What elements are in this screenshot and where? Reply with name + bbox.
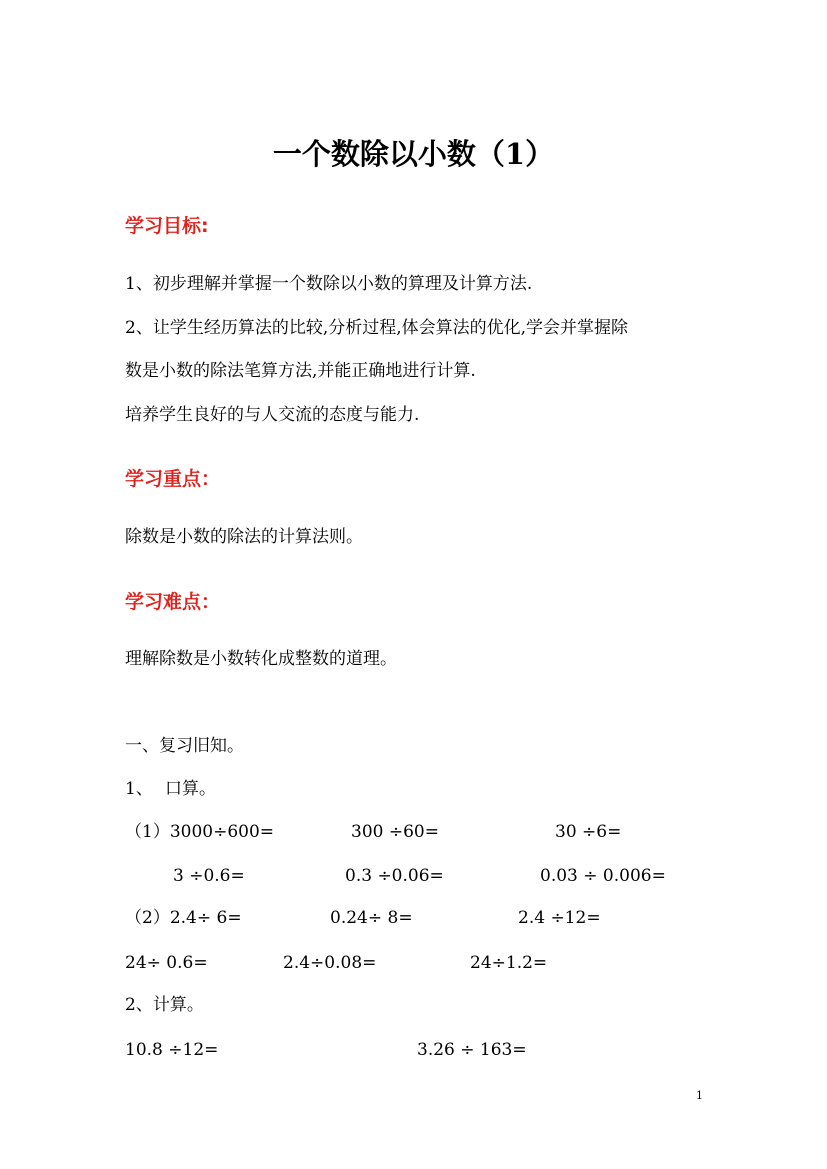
objective-line-1: 1、初步理解并掌握一个数除以小数的算理及计算方法. <box>125 274 533 294</box>
mental-calc-number: 1、 <box>125 779 153 799</box>
mental-problem-1-1: （1）3000÷600= <box>125 822 275 842</box>
objective-line-3: 数是小数的除法笔算方法,并能正确地进行计算. <box>125 361 476 381</box>
calc-problem-1: 10.8 ÷12= <box>125 1040 219 1060</box>
mental-problem-2-3: 0.03 ÷ 0.006= <box>540 866 666 886</box>
mental-calc-label: 口算。 <box>165 779 216 799</box>
objective-line-4: 培养学生良好的与人交流的态度与能力. <box>125 405 420 425</box>
key-point-text: 除数是小数的除法的计算法则。 <box>125 527 363 547</box>
mental-problem-4-1: 24÷ 0.6= <box>125 953 208 973</box>
calc-problem-2: 3.26 ÷ 163= <box>417 1040 527 1060</box>
calc-label: 2、计算。 <box>125 995 204 1015</box>
mental-problem-1-2: 300 ÷60= <box>351 822 439 842</box>
page-title: 一个数除以小数（1） <box>272 137 555 171</box>
mental-problem-2-1: 3 ÷0.6= <box>173 866 245 886</box>
objective-line-2: 2、让学生经历算法的比较,分析过程,体会算法的优化,学会并掌握除 <box>125 318 629 338</box>
difficulty-heading: 学习难点： <box>125 591 221 613</box>
mental-problem-2-2: 0.3 ÷0.06= <box>345 866 444 886</box>
mental-problem-3-2: 0.24÷ 8= <box>330 908 413 928</box>
mental-problem-4-2: 2.4÷0.08= <box>283 953 377 973</box>
mental-problem-3-1: （2）2.4÷ 6= <box>125 908 242 928</box>
mental-problem-4-3: 24÷1.2= <box>470 953 548 973</box>
difficulty-text: 理解除数是小数转化成整数的道理。 <box>125 649 397 669</box>
mental-problem-3-3: 2.4 ÷12= <box>518 908 601 928</box>
review-heading: 一、复习旧知。 <box>125 736 244 756</box>
page-number: 1 <box>696 1089 703 1102</box>
objectives-heading: 学习目标: <box>125 215 209 237</box>
key-point-heading: 学习重点： <box>125 468 221 490</box>
mental-problem-1-3: 30 ÷6= <box>555 822 622 842</box>
